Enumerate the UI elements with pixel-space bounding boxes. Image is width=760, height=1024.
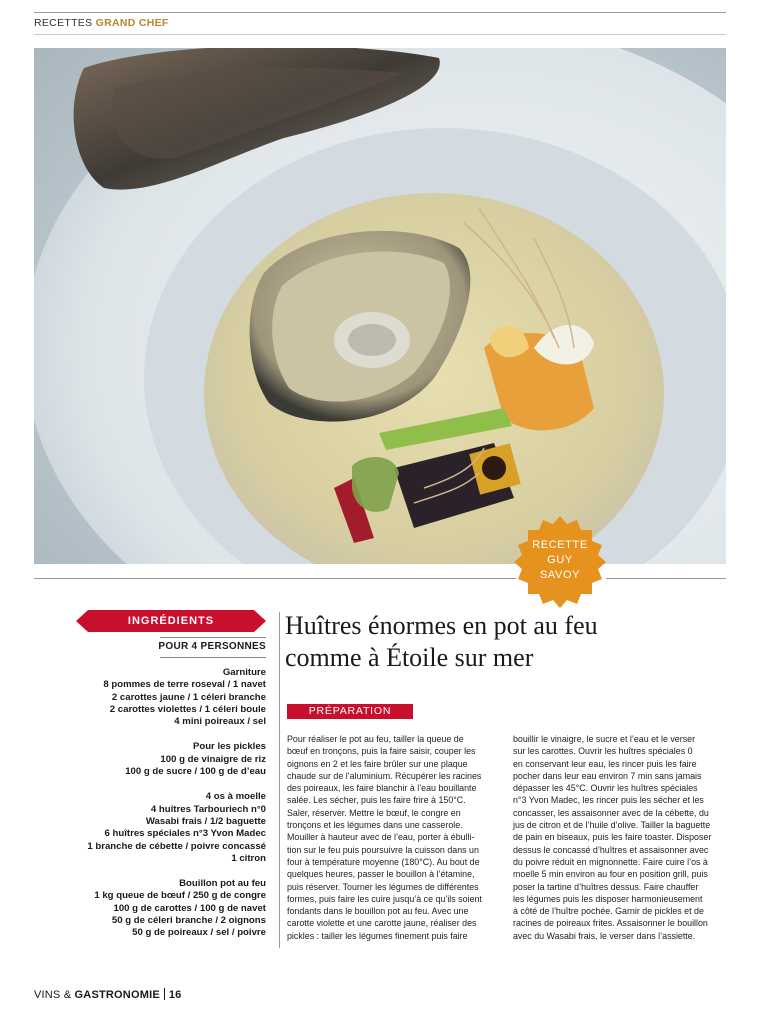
- ingredient-line: 100 g de carottes / 100 g de navet: [113, 902, 266, 914]
- group-title: Garniture: [222, 667, 266, 678]
- preparation-column-1: [287, 733, 501, 942]
- badge-line-1: RECETTE: [532, 539, 588, 551]
- text-line: jus de citron et de l’huile d’olive. Tailler la baguette: [513, 820, 711, 831]
- group-title: 4 os à moelle: [205, 791, 266, 803]
- preparation-label: PRÉPARATION: [287, 704, 413, 719]
- ingredient-line: 50 g de céleri branche / 2 oignons: [111, 915, 266, 927]
- header-underline: [34, 34, 726, 35]
- text-line: poser la tartine d’huîtres dessus. Faire chauffer: [513, 881, 699, 892]
- section-prefix: RECETTES: [34, 17, 93, 29]
- text-line: à côté de l’huître pochée. Garnir de pickles et de: [513, 906, 704, 917]
- text-line: Mouiller à hauteur avec de l’eau, porter à ébulli-: [287, 832, 475, 843]
- ingredient-line: 4 huîtres Tarbouriech n°0: [150, 803, 266, 815]
- ingredient-group: [60, 741, 266, 778]
- text-line: puis réserver. Tourner les légumes de différentes: [287, 881, 479, 892]
- ingredient-line: 2 carottes jaune / 1 céleri branche: [111, 691, 266, 703]
- text-line: quelques heures, passer le bouillon à l’étamine,: [287, 869, 475, 880]
- group-title: Pour les pickles: [192, 741, 266, 753]
- text-line: les légumes puis les disposer harmonieusement: [513, 893, 703, 904]
- section-label: [34, 17, 169, 29]
- text-line: bœuf en tronçons, puis la faire saisir, couper les: [287, 746, 476, 757]
- servings-rule-bottom: [160, 657, 266, 658]
- text-line: racines de poireaux frites. Assaisonner le bouillon: [513, 918, 708, 929]
- ingredients-banner: [76, 610, 266, 632]
- ingredient-line: 2 carottes violettes / 1 céleri boule: [109, 703, 266, 715]
- text-line: formes, puis faire les cuire jusqu’à ce qu’ils soient: [287, 893, 482, 904]
- top-rule: [34, 12, 726, 13]
- ingredient-group: [60, 791, 266, 865]
- group-title: Bouillon pot au feu: [179, 878, 266, 890]
- text-line: fondants dans le bouillon pot au feu. Avec une: [287, 906, 469, 917]
- ingredient-line: 6 huîtres spéciales n°3 Yvon Madec: [104, 828, 266, 840]
- text-line: carotte violette et une carotte jaune, réaliser des: [287, 918, 477, 929]
- text-line: bouillir le vinaigre, le sucre et l’eau et le verser: [513, 734, 696, 744]
- title-line-2: comme à Étoile sur mer: [285, 643, 534, 672]
- ingredient-line: 50 g de poireaux / sel / poivre: [132, 927, 266, 939]
- magazine-name-part2: GASTRONOMIE: [74, 989, 160, 1001]
- column-divider: [279, 612, 280, 948]
- photo-underline-left: [34, 578, 516, 579]
- text-line: tronçons et les légumes dans une casserole.: [287, 820, 463, 831]
- text-line: du poivre réduit en mignonnette. Faire cuire l’os à: [513, 856, 708, 867]
- ingredient-group: [60, 667, 266, 728]
- text-line: des poireaux, les faire blanchir à l’eau bouillante: [287, 783, 477, 794]
- chef-badge: [514, 516, 606, 608]
- footer-separator: [164, 988, 165, 1000]
- page-footer: [34, 988, 182, 1001]
- badge-line-2: GUY: [547, 554, 573, 566]
- dish-photo: [34, 48, 726, 564]
- text-line: four à température moyenne (180°C). Au bout de: [287, 856, 480, 867]
- text-line: sur les carottes. Ouvrir les huîtres spéciales 0: [513, 746, 693, 757]
- text-line: de pain en biseaux, puis les faire toaster. Disposer: [513, 832, 712, 843]
- preparation-column-2: [513, 733, 727, 942]
- text-line: pocher dans leur eau environ 7 min sans jamais: [513, 770, 702, 781]
- text-line: dépasser les 45°C. Ouvrir les huîtres spéciales: [513, 783, 698, 794]
- ingredient-line: 100 g de vinaigre de riz: [160, 753, 266, 765]
- ingredient-line: 1 kg queue de bœuf / 250 g de congre: [94, 890, 266, 902]
- ingredient-line: 1 branche de cébette / poivre concassé: [87, 840, 266, 852]
- magazine-name-part1: VINS &: [34, 989, 72, 1001]
- ingredient-line: 8 pommes de terre roseval / 1 navet: [103, 679, 266, 691]
- text-line: tion sur le feu puis poursuivre la cuisson dans un: [287, 844, 479, 855]
- ingredient-line: 100 g de sucre / 100 g de d’eau: [125, 766, 266, 778]
- text-line: moelle 5 min environ au four en position grill, puis: [513, 869, 708, 880]
- servings-label: POUR 4 PERSONNES: [158, 641, 266, 652]
- photo-underline-right: [606, 578, 726, 579]
- page-number: 16: [168, 989, 182, 1001]
- text-line: Pour réaliser le pot au feu, tailler la queue de: [287, 734, 464, 744]
- ingredient-line: 4 mini poireaux / sel: [174, 716, 266, 728]
- dish-illustration: [34, 48, 726, 564]
- text-line: en conservant leur eau, les rincer puis les faire: [513, 758, 697, 769]
- text-line: Saler, réserver. Mettre le bœuf, le congre en: [287, 807, 461, 818]
- text-line: n°3 Yvon Madec, les rincer puis les sécher et les: [513, 795, 704, 806]
- text-line: pickles : tailler les légumes finement puis faire: [287, 930, 468, 941]
- text-line: oignons en 2 et les faire brûler sur une plaque: [287, 758, 468, 769]
- text-line: concasser, les assaisonner avec de la cébette, du: [513, 807, 709, 818]
- recipe-title: [285, 610, 725, 674]
- ingredients-list: [60, 667, 266, 953]
- servings-rule-top: [160, 637, 266, 638]
- ingredient-line: Wasabi frais / 1/2 baguette: [145, 815, 266, 827]
- ingredients-heading: INGRÉDIENTS: [127, 615, 215, 627]
- title-line-1: Huîtres énormes en pot au feu: [285, 611, 598, 640]
- ingredient-group: [60, 878, 266, 939]
- text-line: salée. Les sécher, puis les faire frire à 150°C.: [287, 795, 466, 806]
- text-line: avec du Wasabi frais, le verser dans l’assiette.: [513, 930, 696, 941]
- ingredient-line: 1 citron: [231, 852, 266, 864]
- text-line: chaude sur de l’aluminium. Récupérer les racines: [287, 770, 482, 781]
- text-line: dessus le concassé d’huîtres et assaisonner avec: [513, 844, 709, 855]
- section-name: GRAND CHEF: [95, 17, 169, 29]
- badge-line-3: SAVOY: [539, 569, 581, 581]
